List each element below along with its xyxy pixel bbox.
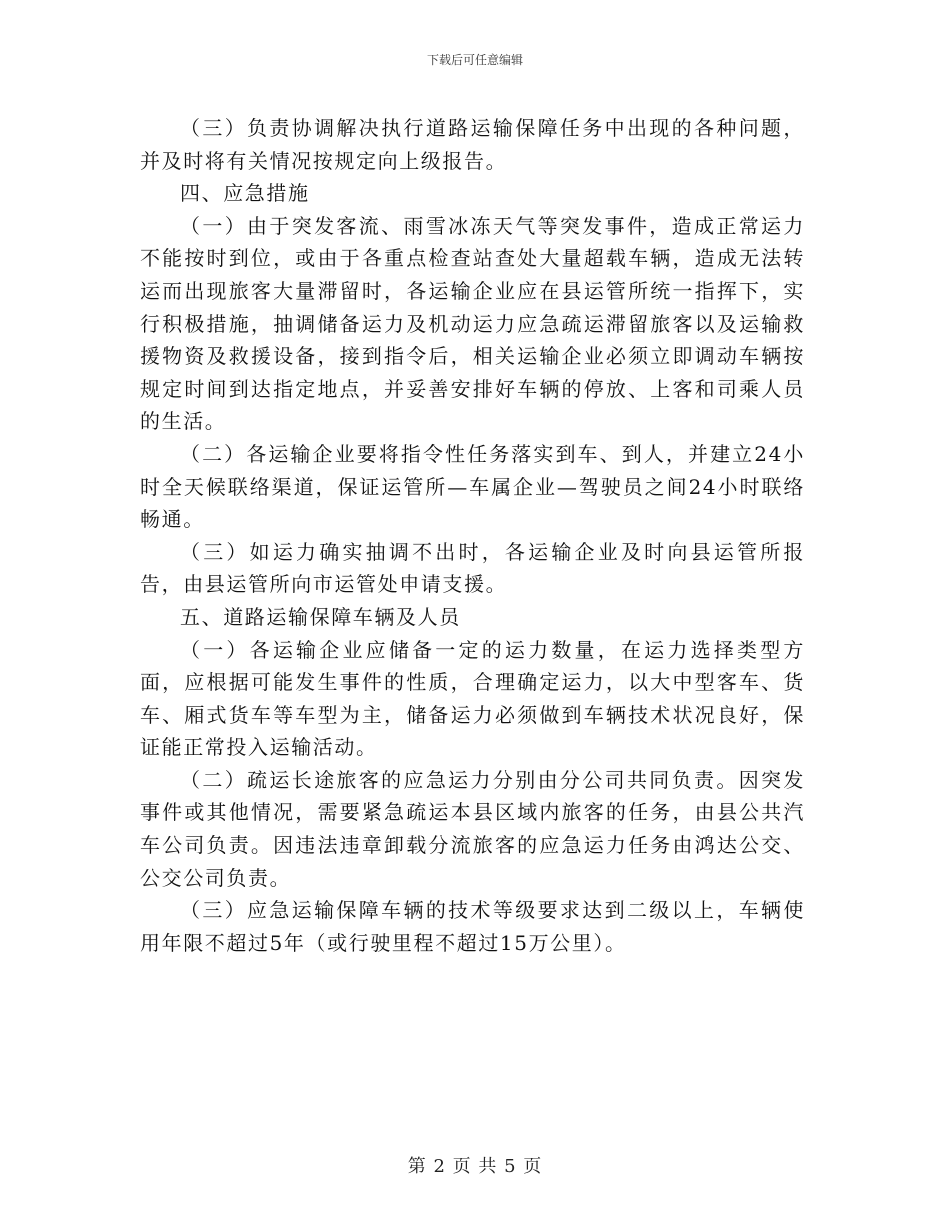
page-number-label: 第 2 页 共 5 页 [407, 1156, 543, 1177]
page-header-note: 下载后可任意编辑 [426, 53, 523, 67]
paragraph-5-1: （一）各运输企业应储备一定的运力数量，在运力选择类型方面，应根据可能发生事件的性质，合理确定运力，以大中型客车、货车、厢式货车等车型为主，储备运力必须做到车辆技术状况良好，保证能正常投入运输活动。 [140, 637, 805, 760]
paragraph-3-3: （三）负责协调解决执行道路运输保障任务中出现的各种问题，并及时将有关情况按规定向上级报告。 [140, 116, 805, 173]
section-heading-4: 四、应急措施 [180, 181, 310, 206]
document-body [140, 112, 805, 959]
paragraph-4-1: （一）由于突发客流、雨雪冰冻天气等突发事件，造成正常运力不能按时到位，或由于各重点检查站查处大量超载车辆，造成无法转运而出现旅客大量滞留时，各运输企业应在县运管所统一指挥下，实行积极措施，抽调储备运力及机动运力应急疏运滞留旅客以及运输救援物资及救援设备，接到指令后，相关运输企业必须立即调动车辆按规定时间到达指定地点，并妥善安排好车辆的停放、上客和司乘人员的生活。 [140, 213, 805, 434]
page-footer [0, 1156, 950, 1178]
paragraph-5-3: （三）应急运输保障车辆的技术等级要求达到二级以上，车辆使用年限不超过5年（或行驶里程不超过15万公里）。 [140, 898, 805, 955]
paragraph-5-2: （二）疏运长途旅客的应急运力分别由分公司共同负责。因突发事件或其他情况，需要紧急疏运本县区域内旅客的任务，由县公共汽车公司负责。因违法违章卸载分流旅客的应急运力任务由鸿达公交、公交公司负责。 [140, 767, 805, 890]
section-heading-5: 五、道路运输保障车辆及人员 [180, 604, 461, 629]
paragraph-4-3: （三）如运力确实抽调不出时，各运输企业及时向县运管所报告，由县运管所向市运管处申请支援。 [140, 539, 805, 597]
paragraph-4-2: （二）各运输企业要将指令性任务落实到车、到人，并建立24小时全天候联络渠道，保证运管所—车属企业—驾驶员之间24小时联络畅通。 [140, 441, 805, 532]
